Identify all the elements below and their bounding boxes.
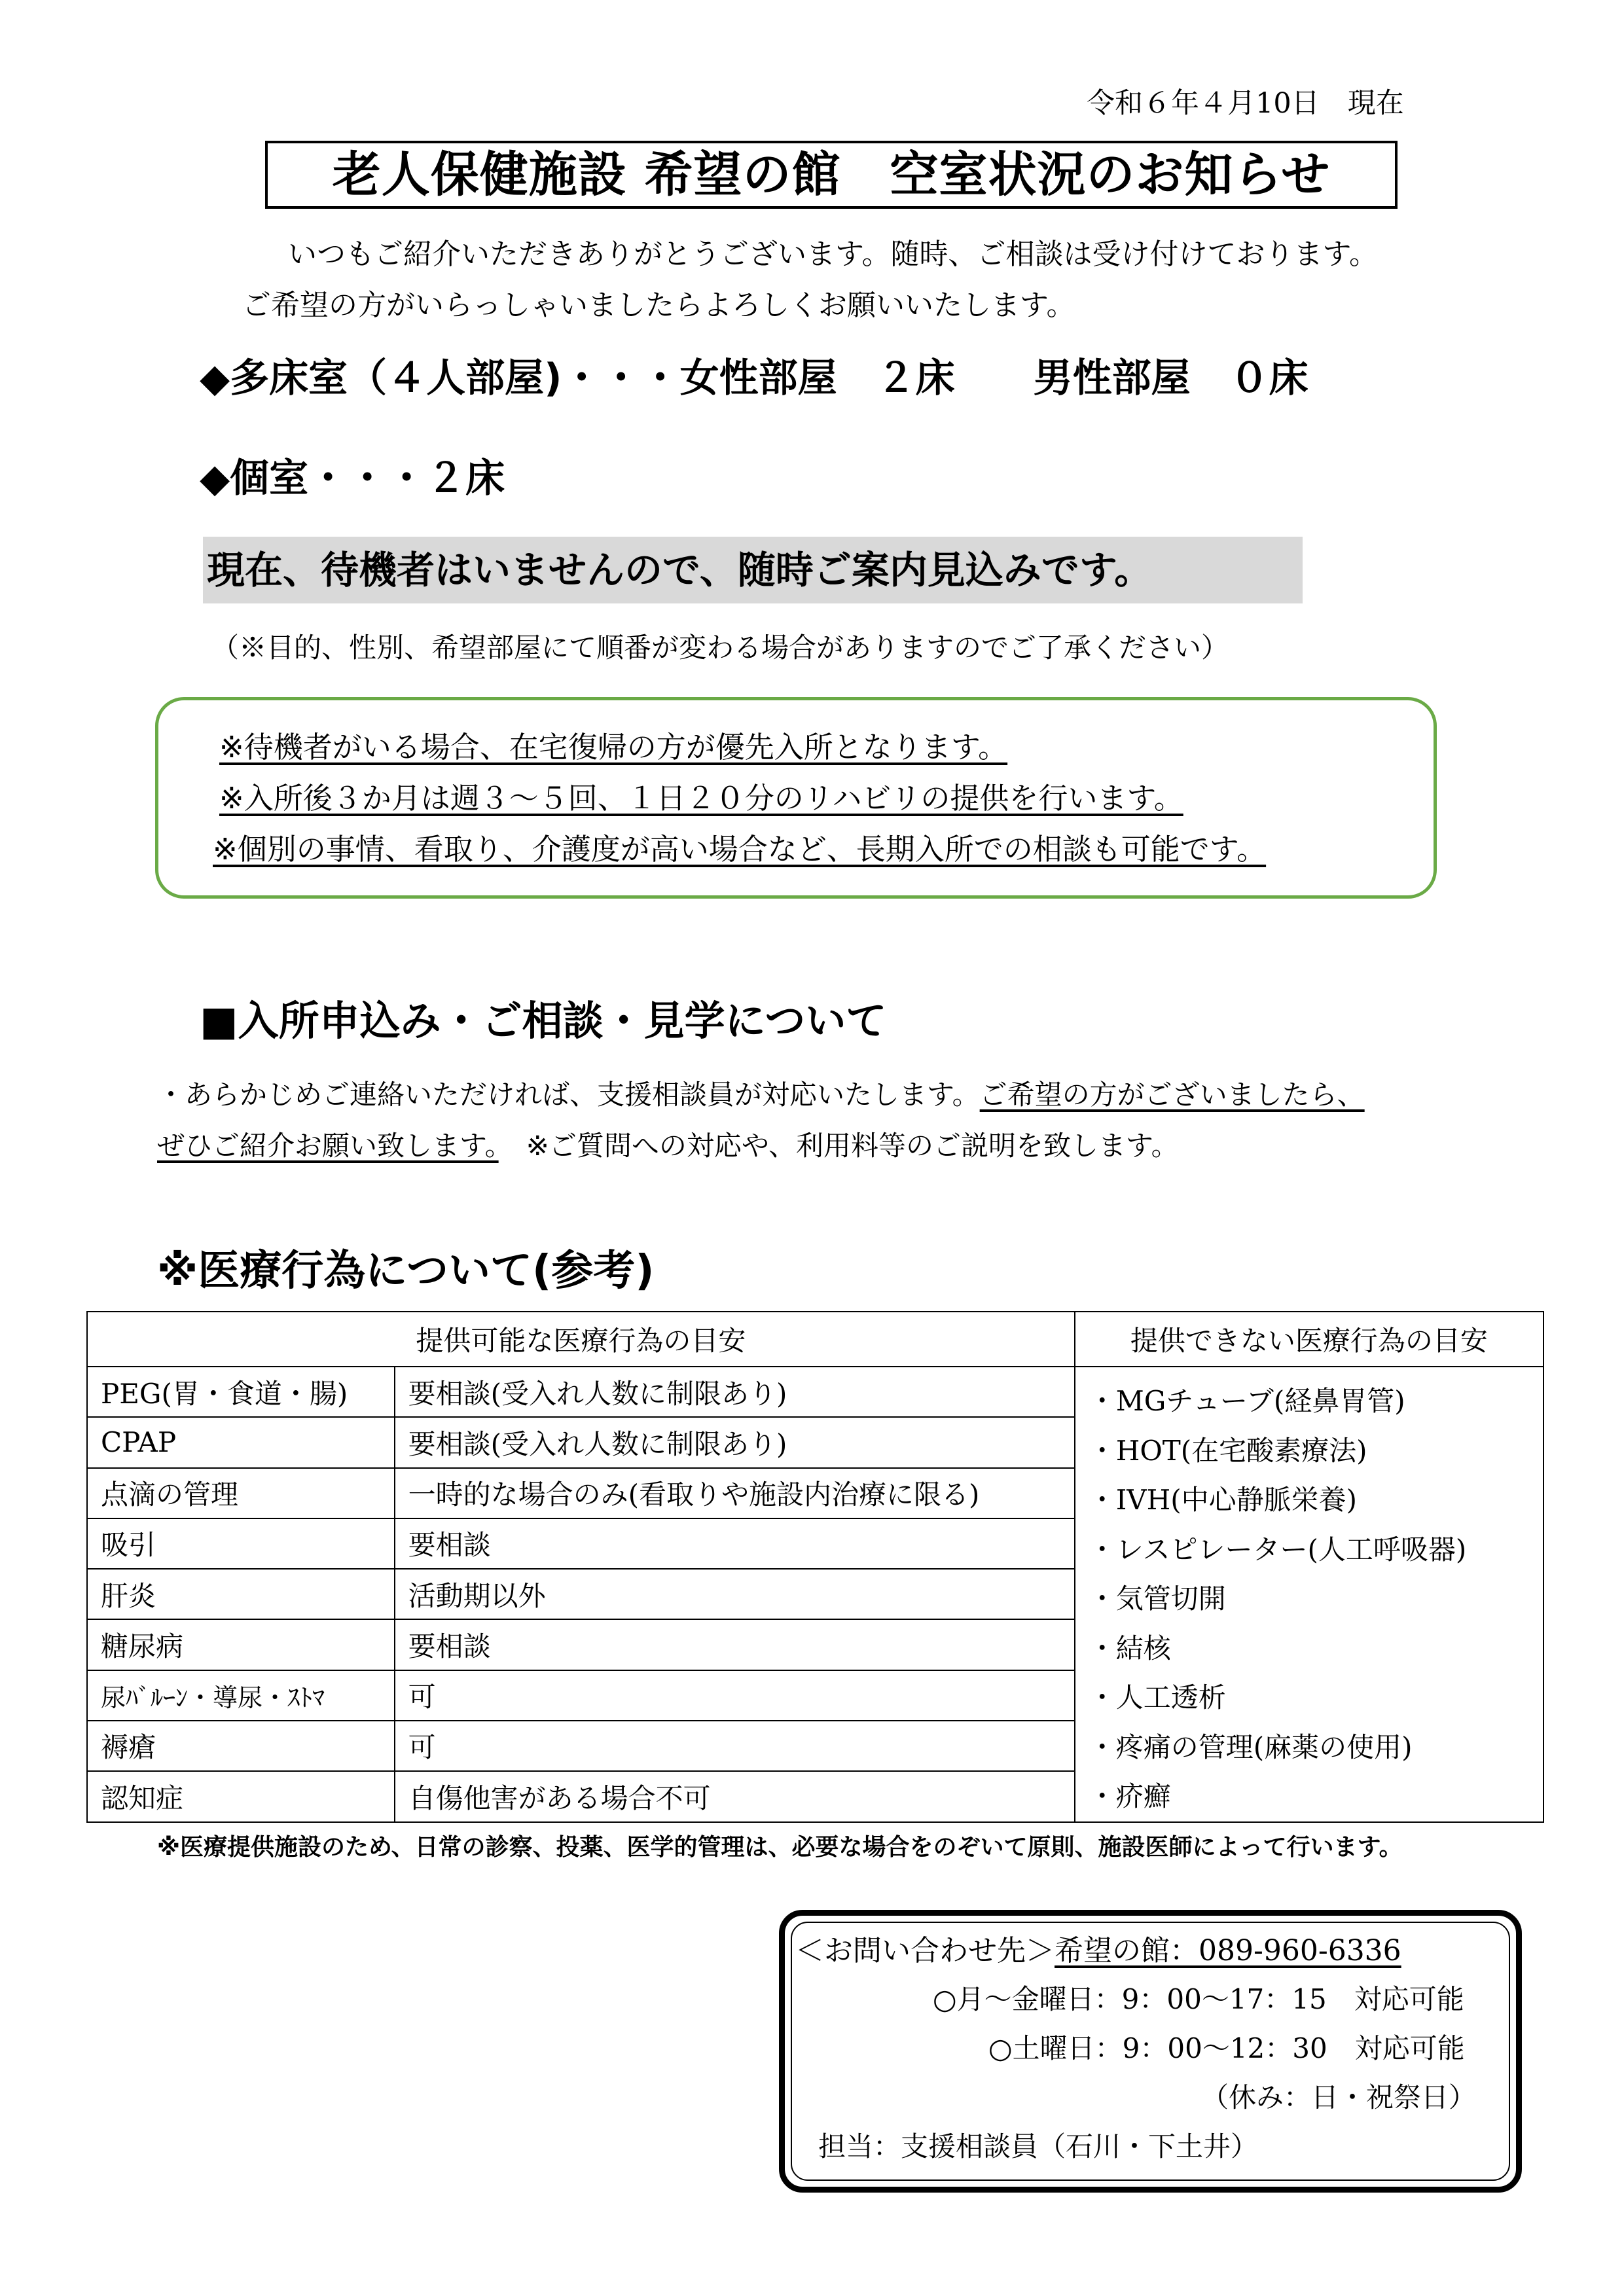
multi-bed-vacancy: [200, 347, 1308, 403]
not-provided-item: ・人工透析: [1088, 1681, 1226, 1713]
not-provided-item: ・疥癬: [1088, 1780, 1171, 1812]
admission-explanation: ※ご質問への対応や、利用料等のご説明を致します。: [498, 1130, 1179, 1162]
procedure-name: 点滴の管理: [87, 1468, 395, 1518]
procedure-name: 吸引: [87, 1518, 395, 1569]
issue-date: 令和６年４月10日 現在: [1087, 87, 1404, 120]
admission-line-1: [157, 1073, 1365, 1113]
not-provided-item: ・気管切開: [1088, 1583, 1226, 1615]
not-provided-list: [1075, 1367, 1543, 1822]
intro-line-1: いつもご紹介いただきありがとうございます。随時、ご相談は受け付けております。: [288, 238, 1378, 271]
contact-holidays: （休み：日・祝祭日）: [1201, 2081, 1477, 2113]
multi-bed-female: ◆多床室（４人部屋)・・・女性部屋 ２床: [200, 355, 955, 401]
admission-referral-emphasis: ぜひご紹介お願い致します。: [157, 1130, 499, 1162]
contact-phone: 希望の館：089-960-6336: [1055, 1934, 1401, 1967]
table-row: [87, 1367, 1543, 1417]
contact-heading: [795, 1927, 1401, 1969]
procedure-name: PEG(胃・食道・腸): [87, 1367, 395, 1417]
procedure-name: 認知症: [87, 1771, 395, 1821]
procedure-status: 可: [395, 1721, 1075, 1771]
medical-footnote: ※医療提供施設のため、日常の診察、投薬、医学的管理は、必要な場合をのぞいて原則、施設医師によって行います。: [157, 1834, 1403, 1861]
procedure-name: 肝炎: [87, 1569, 395, 1619]
not-provided-item: ・結核: [1088, 1632, 1171, 1664]
procedure-status: 要相談(受入れ人数に制限あり): [395, 1367, 1075, 1417]
procedure-status: 要相談: [395, 1619, 1075, 1670]
contact-staff: 担当：支援相談員（石川・下土井）: [818, 2130, 1259, 2162]
contact-saturday-hours: ○土曜日：9：00～12：30 対応可能: [988, 2032, 1465, 2064]
procedure-status: 要相談(受入れ人数に制限あり): [395, 1417, 1075, 1467]
not-provided-item: ・レスピレーター(人工呼吸器): [1088, 1533, 1467, 1566]
waiting-note: （※目的、性別、希望部屋にて順番が変わる場合がありますのでご了承ください）: [211, 632, 1229, 664]
procedure-name: 尿ﾊﾞﾙｰﾝ・導尿・ｽﾄﾏ: [87, 1670, 395, 1721]
medical-table: [86, 1311, 1544, 1823]
waiting-status: 現在、待機者はいませんので、随時ご案内見込みです。: [203, 537, 1303, 603]
not-provided-item: ・疼痛の管理(麻薬の使用): [1088, 1731, 1413, 1763]
notice-item-3: ※個別の事情、看取り、介護度が高い場合など、長期入所での相談も可能です。: [213, 832, 1267, 867]
intro-line-2: ご希望の方がいらっしゃいましたらよろしくお願いいたします。: [242, 289, 1075, 322]
procedure-status: 活動期以外: [395, 1569, 1075, 1619]
medical-heading: ※医療行為について(参考): [157, 1247, 655, 1295]
not-provided-item: ・IVH(中心静脈栄養): [1088, 1484, 1358, 1516]
procedure-status: 可: [395, 1670, 1075, 1721]
page-title: 老人保健施設 希望の館 空室状況のお知らせ: [265, 141, 1398, 209]
procedure-name: 糖尿病: [87, 1619, 395, 1670]
procedure-name: 褥瘡: [87, 1721, 395, 1771]
medical-table-header: [87, 1312, 1543, 1367]
not-provided-item: ・MGチューブ(経鼻胃管): [1088, 1385, 1405, 1417]
contact-label: ＜お問い合わせ先＞: [795, 1934, 1055, 1967]
multi-bed-male: 男性部屋 ０床: [1033, 355, 1308, 401]
admission-text: ・あらかじめご連絡いただければ、支援相談員が対応いたします。: [157, 1079, 980, 1111]
contact-weekday-hours: ○月～金曜日：9：00～17：15 対応可能: [933, 1983, 1464, 2015]
not-provided-item: ・HOT(在宅酸素療法): [1088, 1434, 1367, 1467]
header-not-provided: 提供できない医療行為の目安: [1075, 1312, 1543, 1367]
admission-line-2: [157, 1124, 1179, 1164]
notice-item-1: ※待機者がいる場合、在宅復帰の方が優先入所となります。: [219, 730, 1008, 764]
procedure-status: 自傷他害がある場合不可: [395, 1771, 1075, 1821]
procedure-status: 要相談: [395, 1518, 1075, 1569]
admission-request-emphasis: ご希望の方がございましたら、: [979, 1079, 1365, 1111]
procedure-name: CPAP: [87, 1417, 395, 1467]
header-provided: 提供可能な医療行為の目安: [87, 1312, 1075, 1367]
procedure-status: 一時的な場合のみ(看取りや施設内治療に限る): [395, 1468, 1075, 1518]
admission-heading: ■入所申込み・ご相談・見学について: [200, 997, 887, 1045]
single-room-vacancy: ◆個室・・・２床: [200, 456, 505, 501]
notice-item-2: ※入所後３か月は週３～５回、１日２０分のリハビリの提供を行います。: [219, 781, 1183, 816]
